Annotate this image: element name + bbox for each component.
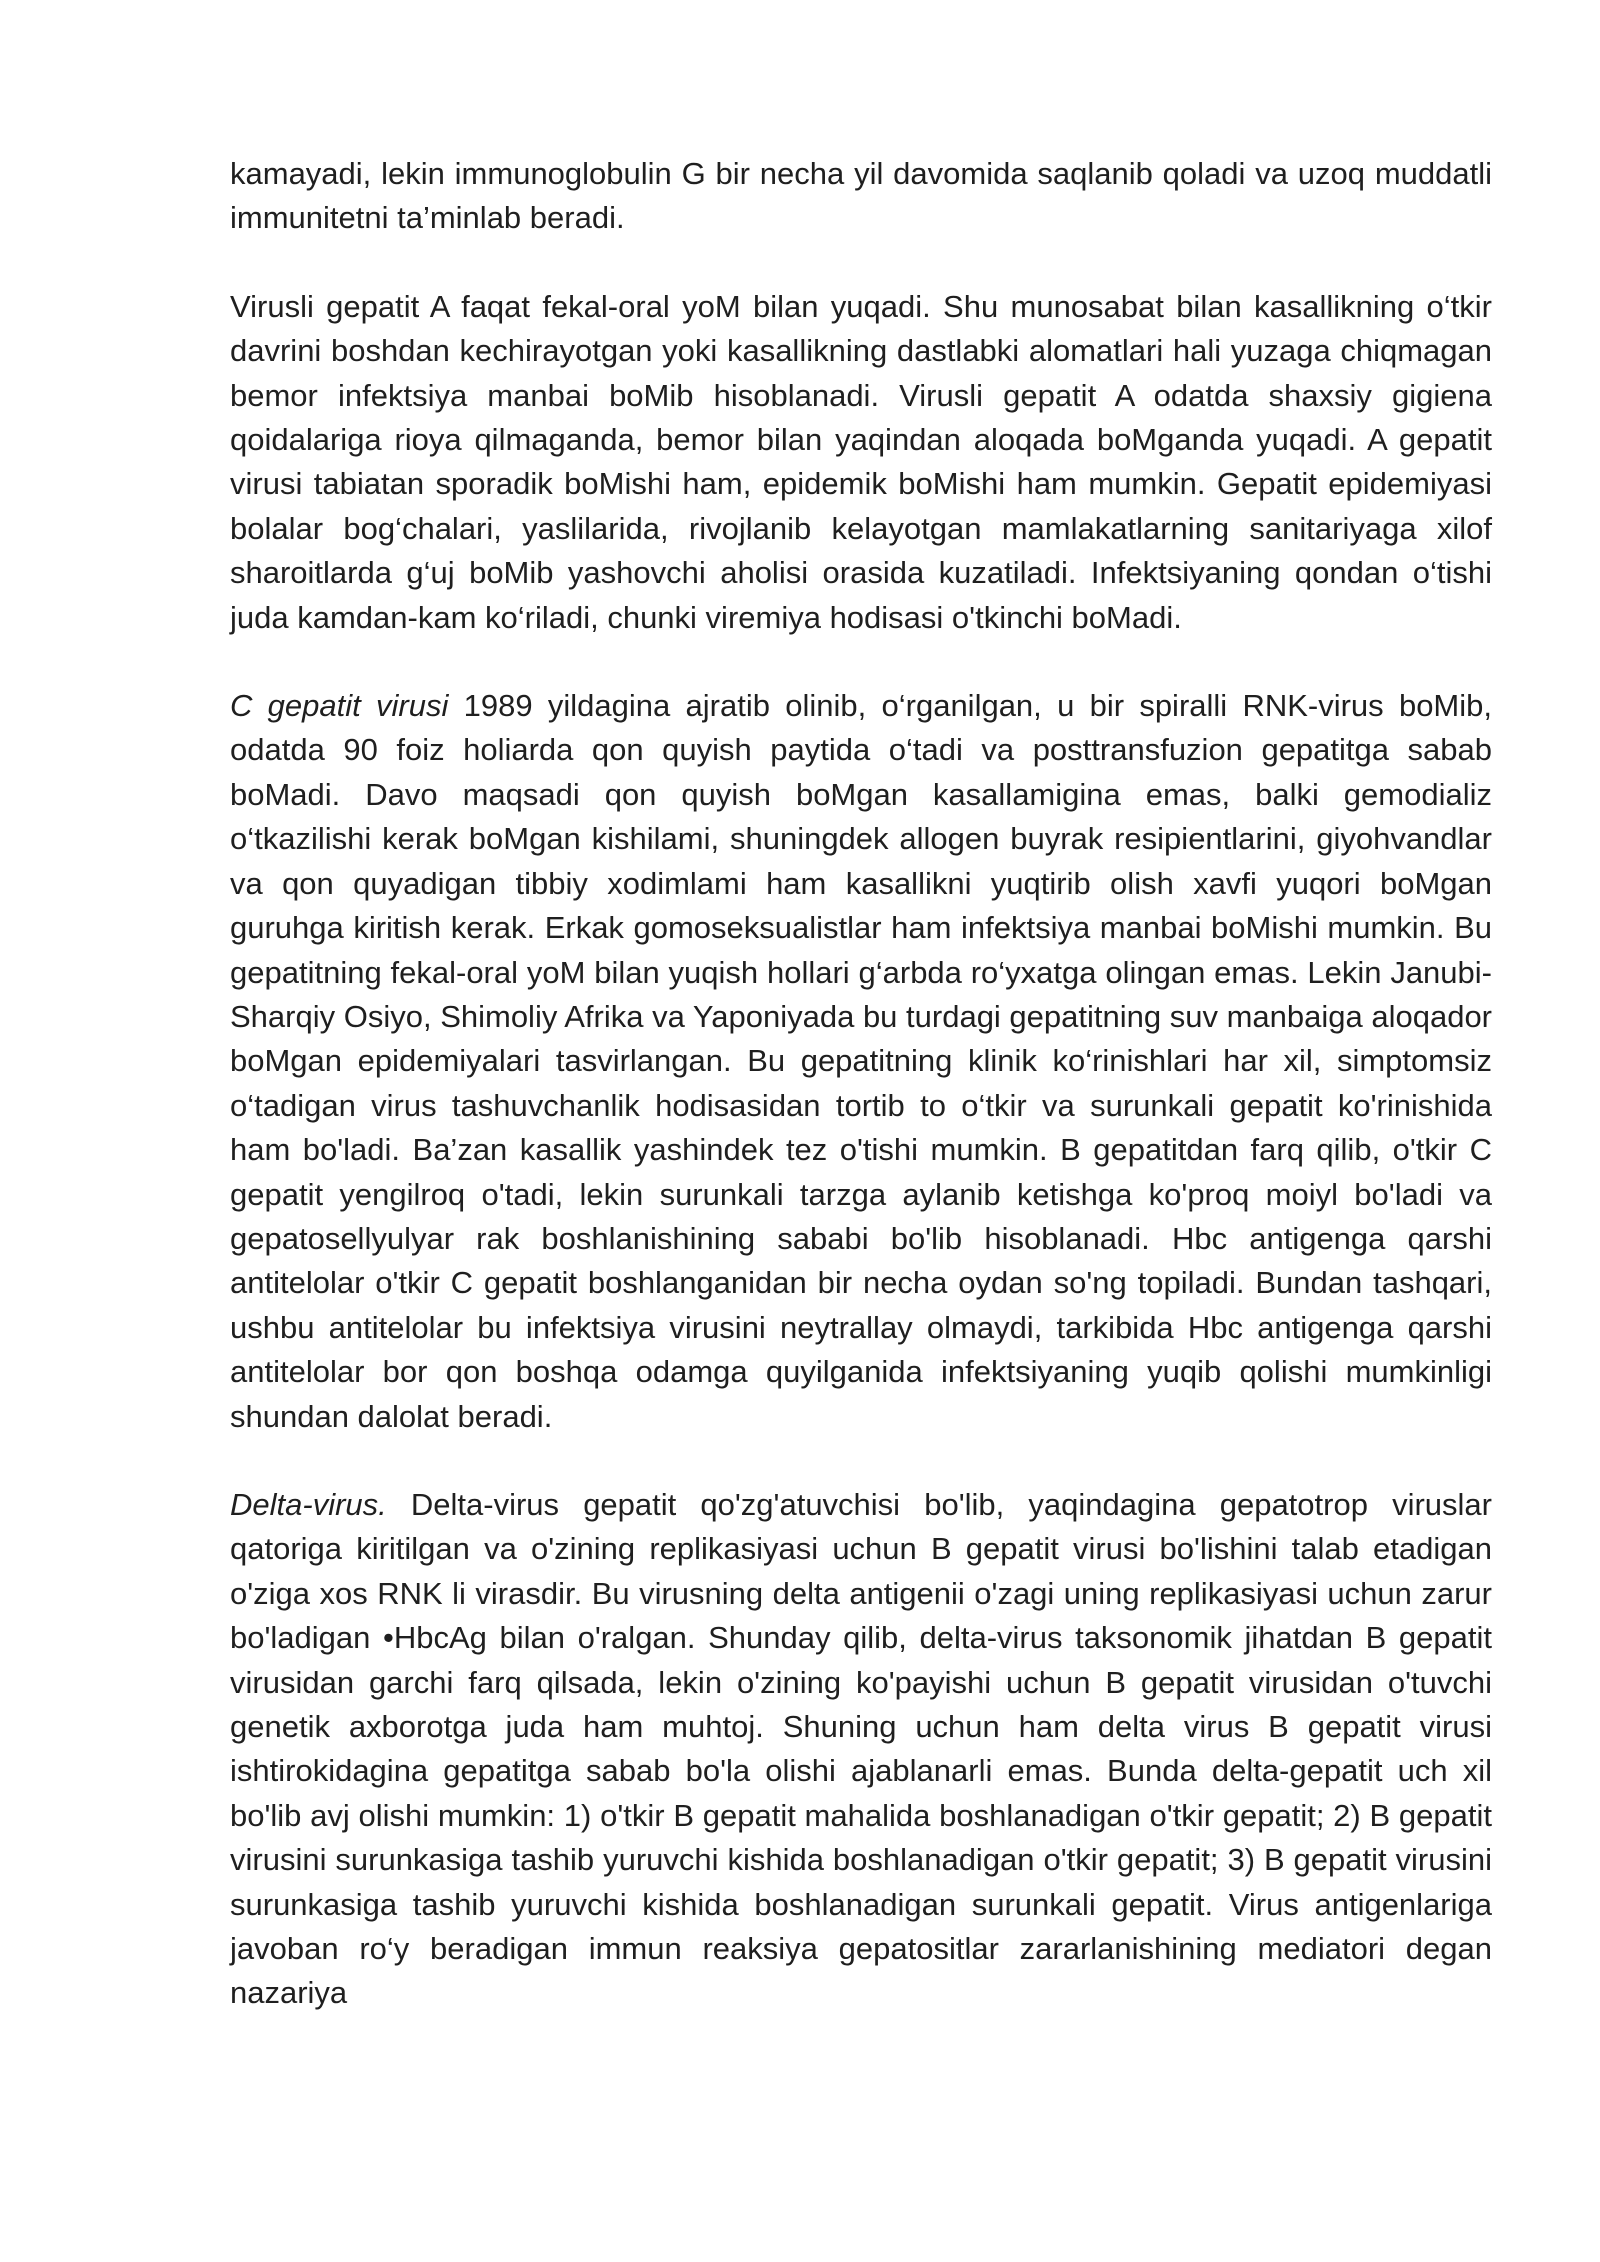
paragraph-hepatitis-a (230, 285, 1492, 640)
paragraph-lead-delta-virus: Delta-virus. (230, 1486, 387, 1522)
paragraph-text: Delta-virus gepatit qo'zg'atuvchisi bo'lib, yaqindagina gepatotrop viruslar qatoriga kiritilgan va o'zining replikasiyasi uchun B gepatit virusi bo'lishini talab etadigan o'ziga xos RNK li virasdir. Bu virusning delta antigenii o'zagi uning replikasiyasi uchun zarur bo'ladigan •HbcAg bilan o'ralgan. Shunday qilib, delta-virus taksonomik jihatdan B gepatit virusidan garchi farq qilsada, lekin o'zining ko'payishi uchun B gepatit virusidan o'tuvchi genetik axborotga juda ham muhtoj. Shuning uchun ham delta virus B gepatit virusi ishtirokidagina gepatitga sabab bo'la olishi ajablanarli emas. Bunda delta-gepatit uch xil bo'lib avj olishi mumkin: 1) o'tkir B gepatit mahalida boshlanadigan o'tkir gepatit; 2) B gepatit virusini surunkasiga tashib yuruvchi kishida boshlanadigan o'tkir gepatit; 3) B gepatit virusini surunkasiga tashib yuruvchi kishida boshlanadigan surunkali gepatit. Virus antigenlariga javoban ro‘y beradigan immun reaksiya gepatositlar zararlanishining mediatori degan nazariya (230, 1486, 1492, 2011)
paragraph-text: kamayadi, lekin immunoglobulin G bir necha yil davomida saqlanib qoladi va uzoq muddatli immunitetni ta’minlab beradi. (230, 156, 1492, 236)
paragraph-text: 1989 yildagina ajratib olinib, o‘rganilgan, u bir spiralli RNK-virus boMib, odatda 90 foiz holiarda qon quyish paytida o‘tadi va posttransfuzion gepatitga sabab boMadi. Davo maqsadi qon quyish boMgan kasallamigina emas, balki gemodializ o‘tkazilishi kerak boMgan kishilami, shuningdek allogen buyrak resipientlarini, giyohvandlar va qon quyadigan tibbiy xodimlami ham kasallikni yuqtirib olish xavfi yuqori boMgan guruhga kiritish kerak. Erkak gomoseksualistlar ham infektsiya manbai boMishi mumkin. Bu gepatitning fekal-oral yoM bilan yuqish hollari g‘arbda ro‘yxatga olingan emas. Lekin Janubi-Sharqiy Osiyo, Shimoliy Afrika va Yaponiyada bu turdagi gepatitning suv manbaiga aloqador boMgan epidemiyalari tasvirlangan. Bu gepatitning klinik ko‘rinishlari har xil, simptomsiz o‘tadigan virus tashuvchanlik hodisasidan tortib to o‘tkir va surunkali gepatit ko'rinishida ham bo'ladi. Ba’zan kasallik yashindek tez o'tishi mumkin. B gepatitdan farq qilib, o'tkir C gepatit yengilroq o'tadi, lekin surunkali tarzga aylanib ketishga ko'proq moiyl bo'ladi va gepatosellyulyar rak boshlanishining sababi bo'lib hisoblanadi. Hbc antigenga qarshi antitelolar o'tkir C gepatit boshlanganidan bir necha oydan so'ng topiladi. Bundan tashqari, ushbu antitelolar bu infektsiya virusini neytrallay olmaydi, tarkibida Hbc antigenga qarshi antitelolar bor qon boshqa odamga quyilganida infektsiyaning yuqib qolishi mumkinligi shundan dalolat beradi. (230, 688, 1493, 1434)
paragraph-delta-virus (230, 1483, 1492, 2016)
paragraph-immunity (230, 152, 1492, 241)
paragraph-lead-c-virus: C gepatit virusi (230, 688, 449, 724)
paragraph-hepatitis-c (230, 684, 1492, 1439)
paragraph-text: Virusli gepatit A faqat fekal-oral yoM bilan yuqadi. Shu munosabat bilan kasallikning o‘tkir davrini boshdan kechirayotgan yoki kasallikning dastlabki alomatlari hali yuzaga chiqmagan bemor infektsiya manbai boMib hisoblanadi. Virusli gepatit A odatda shaxsiy gigiena qoidalariga rioya qilmaganda, bemor bilan yaqindan aloqada boMganda yuqadi. A gepatit virusi tabiatan sporadik boMishi ham, epidemik boMishi ham mumkin. Gepatit epidemiyasi bolalar bog‘chalari, yaslilarida, rivojlanib kelayotgan mamlakatlarning sanitariyaga xilof sharoitlarda g‘uj boMib yashovchi aholisi orasida kuzatiladi. Infektsiyaning qondan o‘tishi juda kamdan-kam ko‘riladi, chunki viremiya hodisasi o'tkinchi boMadi. (230, 288, 1492, 635)
body-text (230, 152, 1492, 2060)
